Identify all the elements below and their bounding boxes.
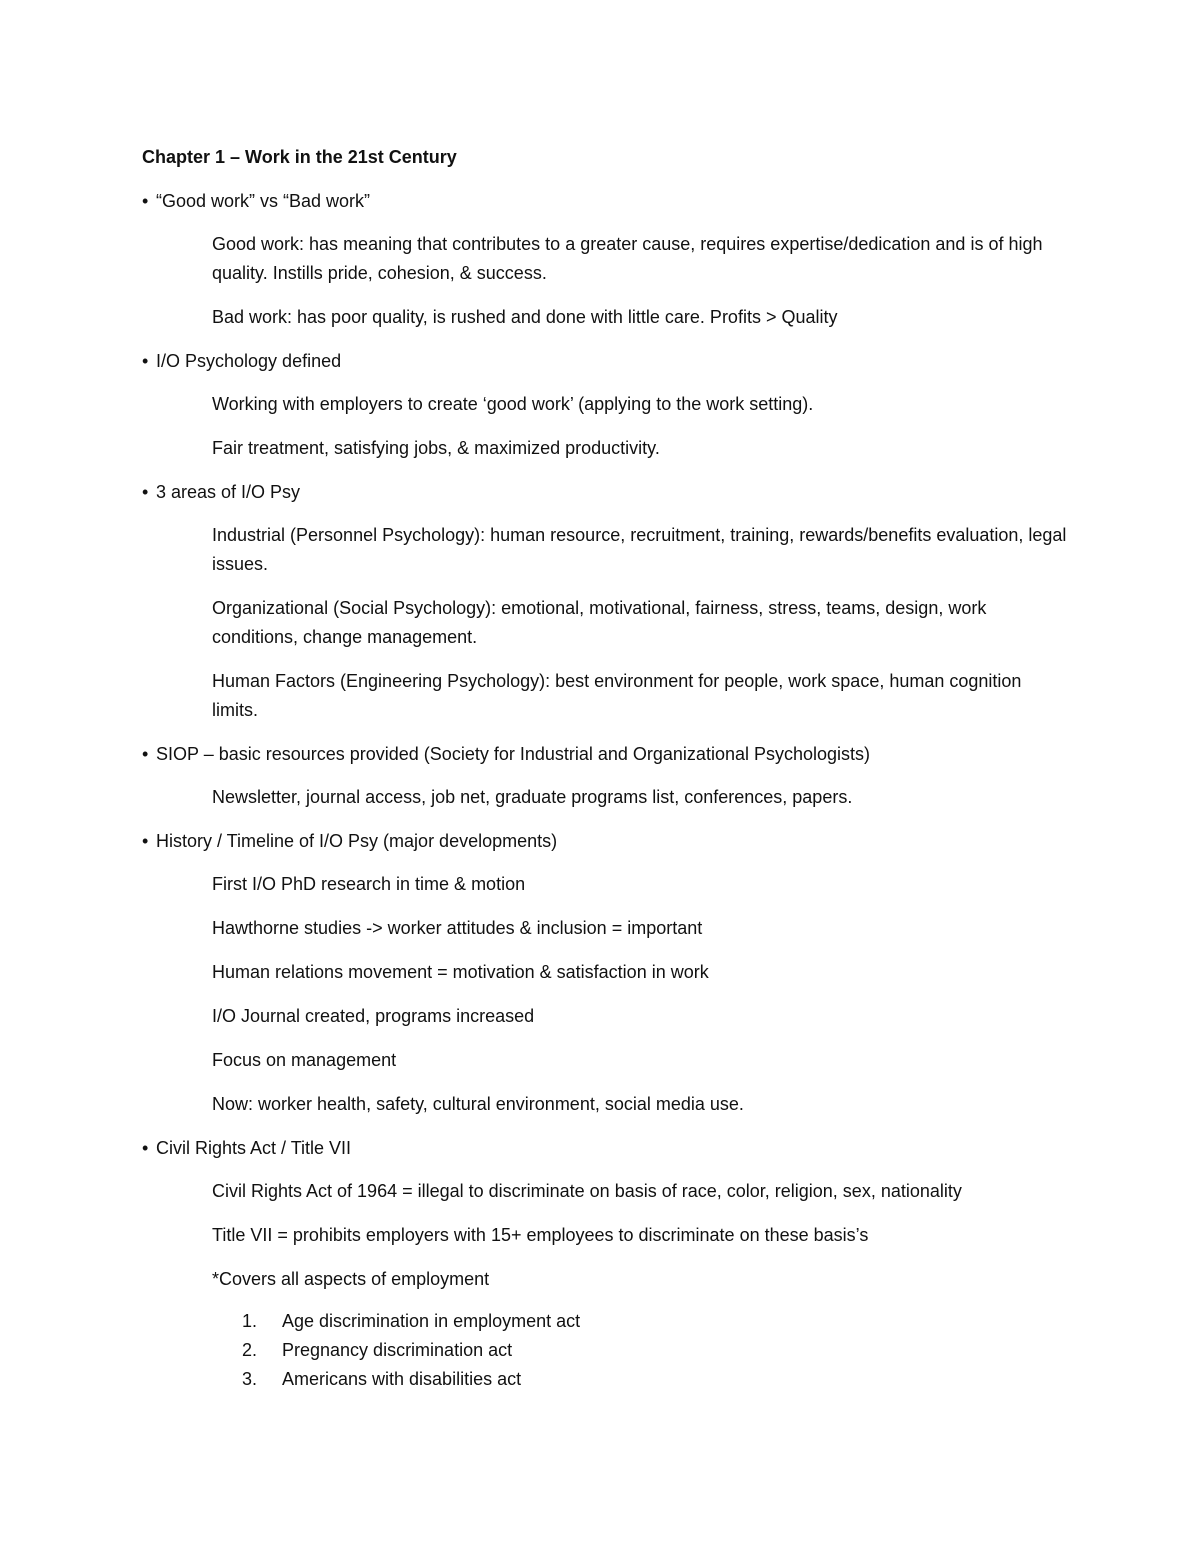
- bullet-icon: •: [142, 482, 149, 502]
- section-line: Organizational (Social Psychology): emotional, motivational, fairness, stress, teams, design, work conditions, change management.: [212, 598, 987, 647]
- section: [142, 347, 1072, 463]
- section-line: Now: worker health, safety, cultural environment, social media use.: [212, 1094, 744, 1114]
- section-line: Newsletter, journal access, job net, graduate programs list, conferences, papers.: [212, 787, 853, 807]
- section-heading-text: Civil Rights Act / Title VII: [156, 1138, 352, 1158]
- bullet-icon: •: [142, 744, 149, 764]
- list-item-number: 1.: [242, 1311, 258, 1331]
- bullet-icon: •: [142, 351, 149, 371]
- section-heading: [142, 1134, 1072, 1163]
- section-heading: [142, 827, 1072, 856]
- section-line: Working with employers to create ‘good work’ (applying to the work setting).: [212, 394, 814, 414]
- chapter-title: Chapter 1 – Work in the 21st Century: [142, 147, 457, 167]
- list-item-number: 3.: [242, 1369, 258, 1389]
- list-item-text: Age discrimination in employment act: [282, 1311, 581, 1331]
- numbered-list-item: [242, 1365, 1072, 1394]
- numbered-list: [242, 1307, 1072, 1394]
- section-line: Industrial (Personnel Psychology): human resource, recruitment, training, rewards/benefits evaluation, legal issues.: [212, 525, 1067, 574]
- numbered-list-item: [242, 1336, 1072, 1365]
- section: [142, 827, 1072, 1119]
- sections-container: [142, 187, 1072, 1394]
- document-body: [142, 143, 1072, 1394]
- section-heading: [142, 187, 1072, 216]
- section-heading-text: 3 areas of I/O Psy: [156, 482, 301, 502]
- list-item-text: Pregnancy discrimination act: [282, 1340, 513, 1360]
- section: [142, 478, 1072, 725]
- section-heading: [142, 740, 1072, 769]
- section-line: Fair treatment, satisfying jobs, & maximized productivity.: [212, 438, 660, 458]
- section-line: I/O Journal created, programs increased: [212, 1006, 535, 1026]
- section-heading-text: History / Timeline of I/O Psy (major developments): [156, 831, 558, 851]
- bullet-icon: •: [142, 831, 149, 851]
- list-item-text: Americans with disabilities act: [282, 1369, 522, 1389]
- section-line: Title VII = prohibits employers with 15+ employees to discriminate on these basis’s: [212, 1225, 869, 1245]
- section: [142, 1134, 1072, 1394]
- bullet-icon: •: [142, 1138, 149, 1158]
- section-heading: [142, 478, 1072, 507]
- section-line: Human relations movement = motivation & satisfaction in work: [212, 962, 709, 982]
- numbered-list-item: [242, 1307, 1072, 1336]
- section-line: Focus on management: [212, 1050, 397, 1070]
- section-line: Good work: has meaning that contributes to a greater cause, requires expertise/dedication and is of high quality. Instills pride, cohesion, & success.: [212, 234, 1043, 283]
- section-line: Bad work: has poor quality, is rushed and done with little care. Profits > Quality: [212, 307, 838, 327]
- section-line: First I/O PhD research in time & motion: [212, 874, 526, 894]
- list-item-number: 2.: [242, 1340, 258, 1360]
- section-heading: [142, 347, 1072, 376]
- section-line: *Covers all aspects of employment: [212, 1269, 490, 1289]
- section-heading-text: SIOP – basic resources provided (Society for Industrial and Organizational Psychologists): [156, 744, 871, 764]
- section: [142, 187, 1072, 332]
- section-heading-text: “Good work” vs “Bad work”: [156, 191, 371, 211]
- section-line: Hawthorne studies -> worker attitudes & inclusion = important: [212, 918, 703, 938]
- section-line: Human Factors (Engineering Psychology): best environment for people, work space, human cognition limits.: [212, 671, 1022, 720]
- section-heading-text: I/O Psychology defined: [156, 351, 342, 371]
- bullet-icon: •: [142, 191, 149, 211]
- section-line: Civil Rights Act of 1964 = illegal to discriminate on basis of race, color, religion, sex, nationality: [212, 1181, 962, 1201]
- section: [142, 740, 1072, 812]
